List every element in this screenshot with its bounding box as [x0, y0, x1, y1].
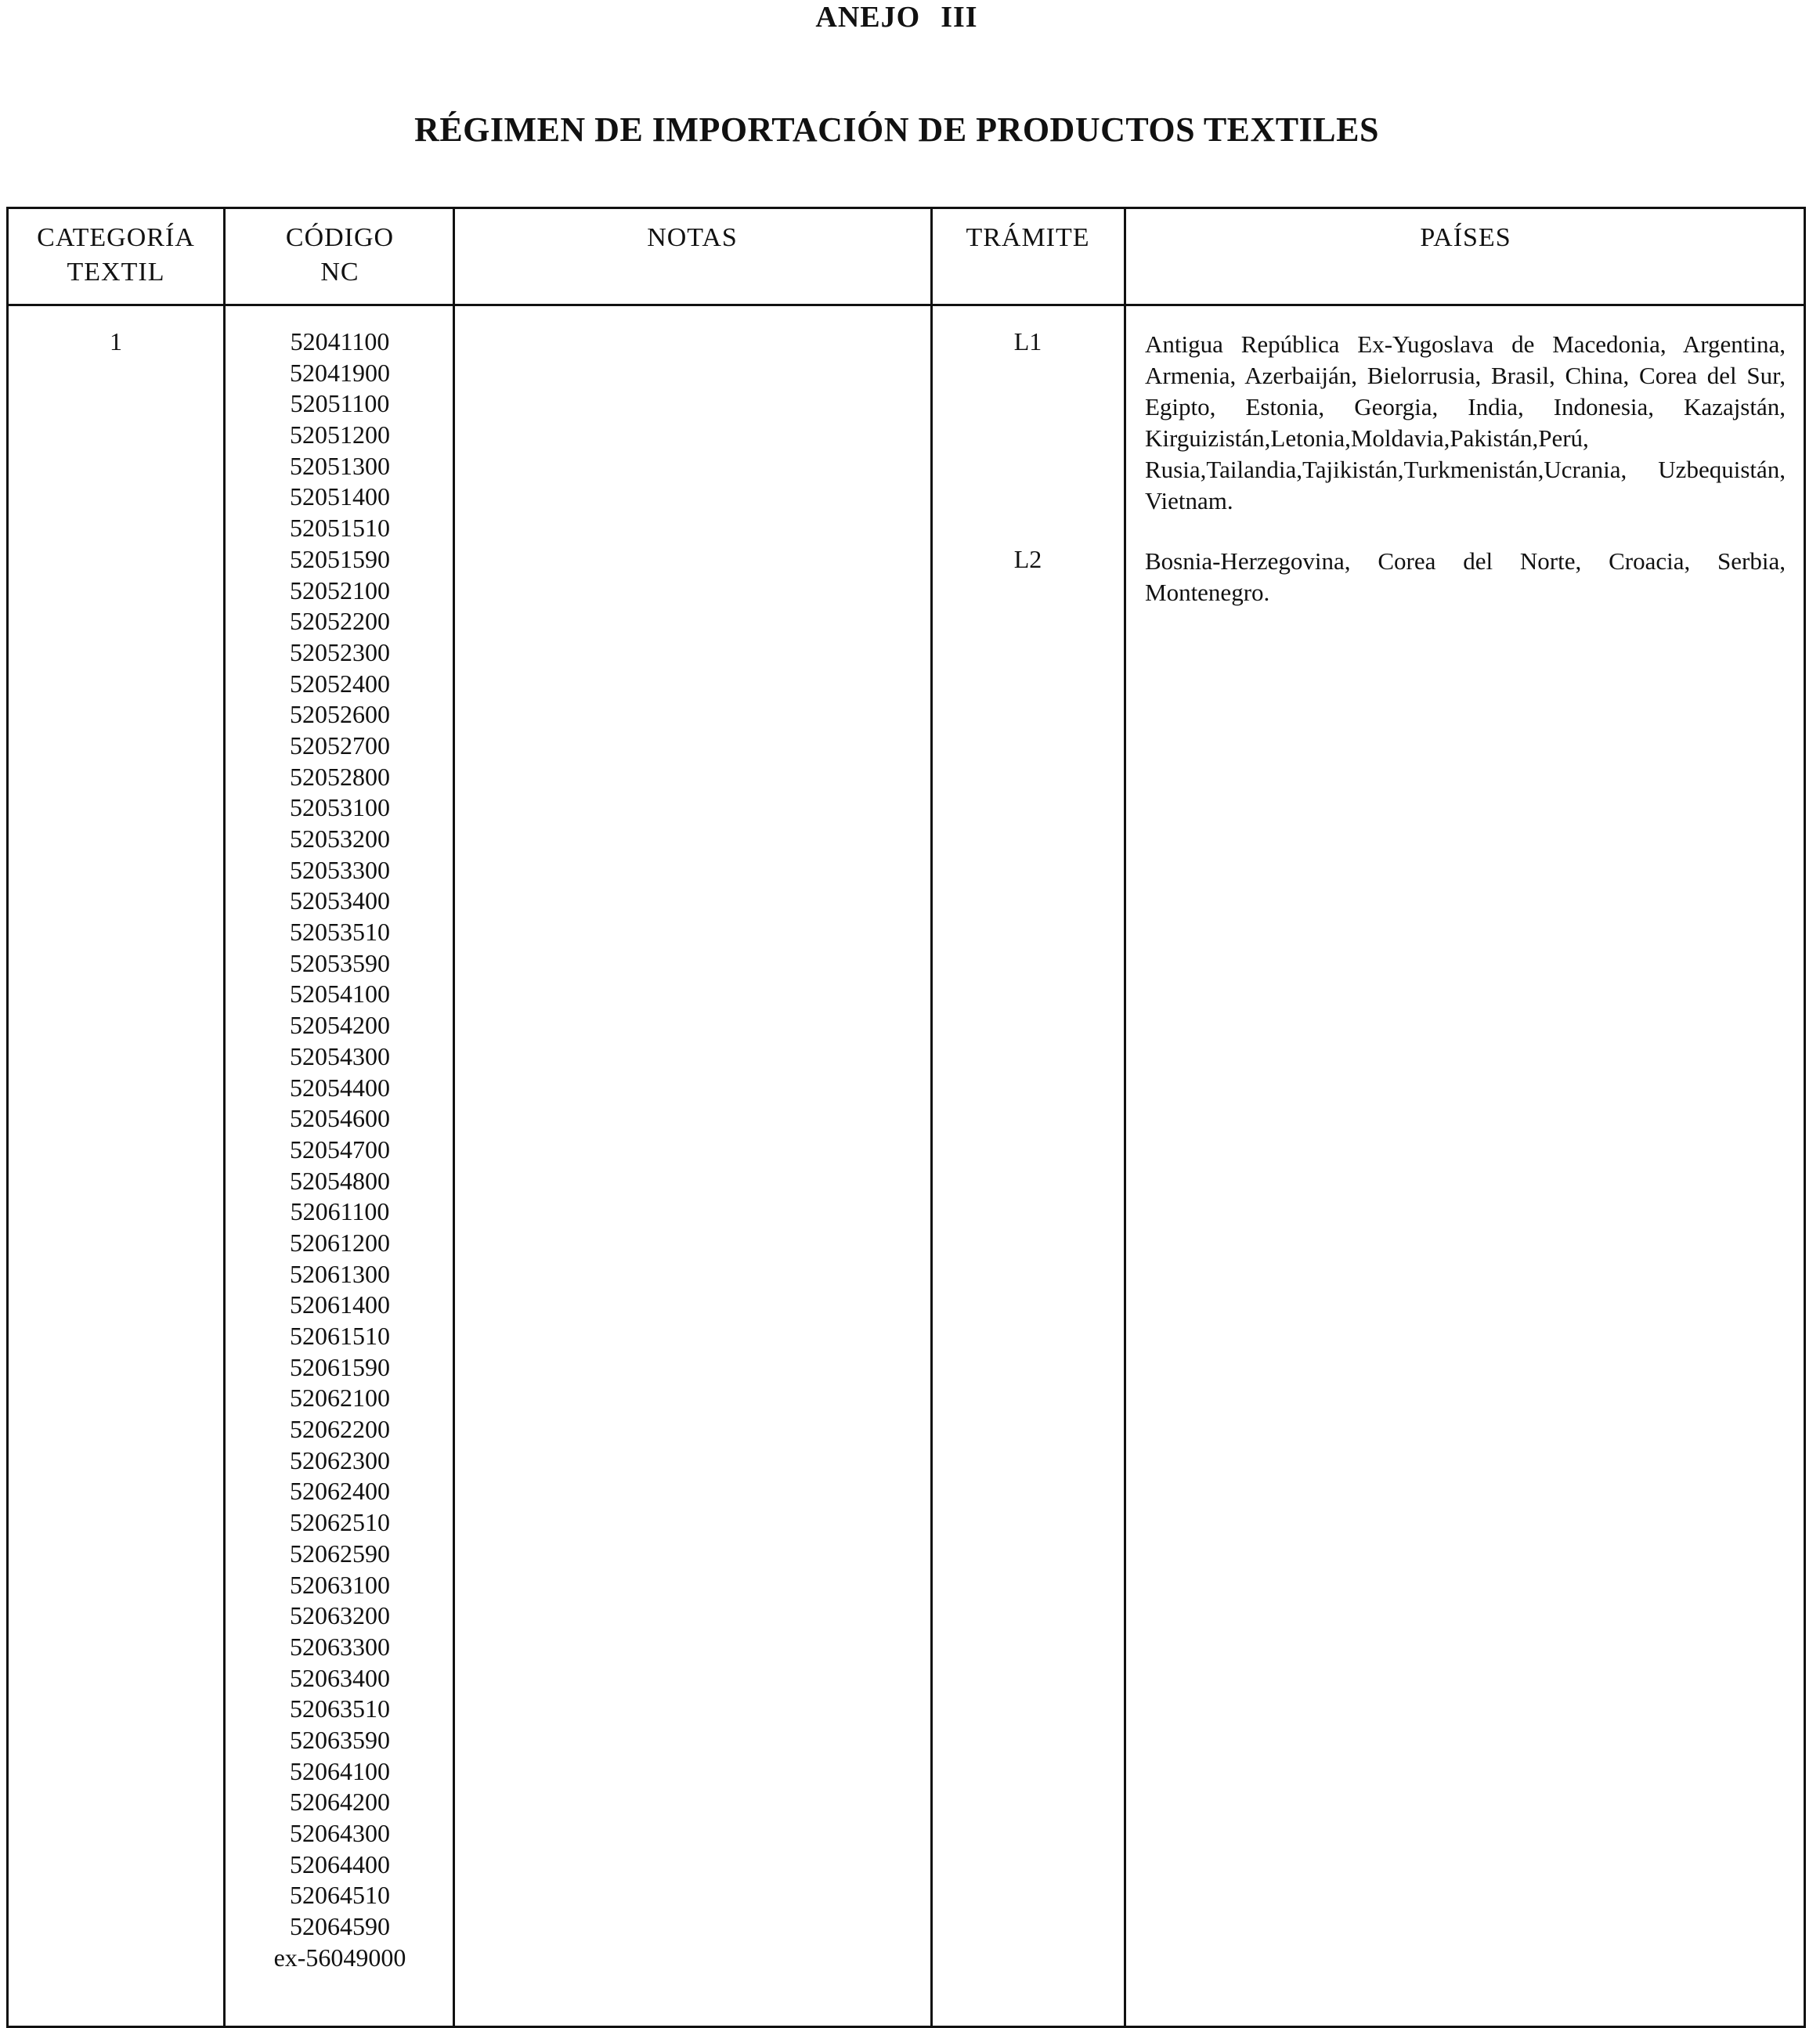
header-categoria-line1: CATEGORÍA: [37, 223, 195, 252]
codigo-nc-item: 52054600: [290, 1104, 390, 1133]
codigo-nc-item: 52061300: [290, 1259, 390, 1288]
codigo-nc-item: 52061400: [290, 1290, 390, 1319]
codigo-nc-item: 52061510: [290, 1322, 390, 1350]
header-categoria-line2: TEXTIL: [67, 258, 165, 287]
codigo-nc-item: 52041900: [290, 358, 390, 387]
codigo-nc-item: 52054200: [290, 1011, 390, 1040]
codigo-nc-item: 52053200: [290, 825, 390, 853]
codigo-nc-item: 52061100: [290, 1197, 390, 1226]
codigo-nc-item: 52064200: [290, 1788, 390, 1817]
header-codigo-nc: [226, 221, 454, 290]
codigo-nc-item: 52062100: [290, 1384, 390, 1413]
codigo-nc-item: 52053100: [290, 793, 390, 822]
codigo-nc-item: 52052100: [290, 576, 390, 604]
codigo-nc-item: 52061590: [290, 1352, 390, 1381]
header-notas: NOTAS: [647, 223, 738, 252]
codigo-nc-item: 52062510: [290, 1508, 390, 1537]
codigo-nc-item: 52054300: [290, 1041, 390, 1070]
codigo-nc-item: 52062400: [290, 1477, 390, 1506]
page-title: RÉGIMEN DE IMPORTACIÓN DE PRODUCTOS TEXTILES: [414, 110, 1379, 149]
annex-label: ANEJO: [815, 1, 921, 34]
codigo-nc-item: 52053400: [290, 886, 390, 915]
codigo-nc-item: 52054700: [290, 1135, 390, 1164]
codigo-nc-item: 52052300: [290, 637, 390, 666]
codigo-nc-item: ex-56049000: [273, 1943, 406, 1972]
codigo-nc-item: 52051300: [290, 451, 390, 480]
codigo-nc-item: 52063300: [290, 1632, 390, 1661]
tramite-l2: L2: [1013, 545, 1042, 573]
codigo-nc-item: 52052700: [290, 731, 390, 760]
codigo-nc-item: 52063510: [290, 1694, 390, 1723]
paises-l2: Bosnia-Herzegovina, Corea del Norte, Croacia, Serbia, Montenegro.: [1145, 547, 1786, 606]
codigo-nc-item: 52053510: [290, 918, 390, 947]
header-paises: PAÍSES: [1420, 223, 1511, 252]
header-tramite: TRÁMITE: [966, 223, 1090, 252]
codigo-nc-item: 52051100: [290, 389, 390, 418]
annex-heading: [0, 0, 1793, 34]
paises-l1: Antigua República Ex-Yugoslava de Macedonia, Argentina, Armenia, Azerbaiján, Bielorrusia, Brasil, China, Corea del Sur, Egipto, Estonia, Georgia, India, Indonesia, Kazajstán, Kirguizistán,Letonia,Moldavia,Pakistán,Perú, Rusia,Tailandia,Tajikistán,Turkmenistán,Ucrania, Uzbequistán, Vietnam.: [1145, 330, 1786, 514]
categoria-textil-value: 1: [110, 327, 122, 355]
codigo-nc-item: 52052600: [290, 700, 390, 729]
codigo-nc-item: 52053590: [290, 948, 390, 977]
codigo-nc-item: 52051590: [290, 544, 390, 573]
codigo-nc-item: 52052800: [290, 762, 390, 791]
codigo-nc-item: 52062300: [290, 1445, 390, 1474]
codigo-nc-item: 52054400: [290, 1073, 390, 1102]
header-codigo-line1: CÓDIGO: [285, 223, 395, 252]
codigo-nc-item: 52051510: [290, 514, 390, 543]
tramite-l1: L1: [1013, 327, 1042, 355]
codigo-nc-item: 52064300: [290, 1819, 390, 1847]
codigo-nc-item: 52064400: [290, 1849, 390, 1878]
codigo-nc-item: 52063590: [290, 1725, 390, 1754]
codigo-nc-item: 52064100: [290, 1756, 390, 1785]
codigo-nc-item: 52051400: [290, 482, 390, 511]
column-divider: [930, 207, 933, 2028]
codigo-nc-item: 52052400: [290, 669, 390, 698]
codigo-nc-item: 52063400: [290, 1663, 390, 1692]
header-codigo-line2: NC: [320, 258, 359, 287]
codigo-nc-item: 52064590: [290, 1912, 390, 1941]
codigo-nc-item: 52054800: [290, 1166, 390, 1195]
header-divider: [6, 304, 1806, 306]
codigo-nc-list: [226, 327, 454, 1973]
header-categoria-textil: [6, 221, 226, 290]
codigo-nc-item: 52053300: [290, 855, 390, 884]
column-divider: [1124, 207, 1126, 2028]
codigo-nc-item: 52052200: [290, 607, 390, 636]
annex-number: III: [941, 1, 978, 34]
codigo-nc-item: 52041100: [290, 327, 390, 355]
codigo-nc-item: 52062200: [290, 1415, 390, 1444]
codigo-nc-item: 52064510: [290, 1881, 390, 1910]
codigo-nc-item: 52051200: [290, 420, 390, 449]
codigo-nc-item: 52061200: [290, 1228, 390, 1257]
codigo-nc-item: 52062590: [290, 1539, 390, 1568]
codigo-nc-item: 52063100: [290, 1570, 390, 1599]
codigo-nc-item: 52054100: [290, 980, 390, 1009]
codigo-nc-item: 52063200: [290, 1601, 390, 1630]
